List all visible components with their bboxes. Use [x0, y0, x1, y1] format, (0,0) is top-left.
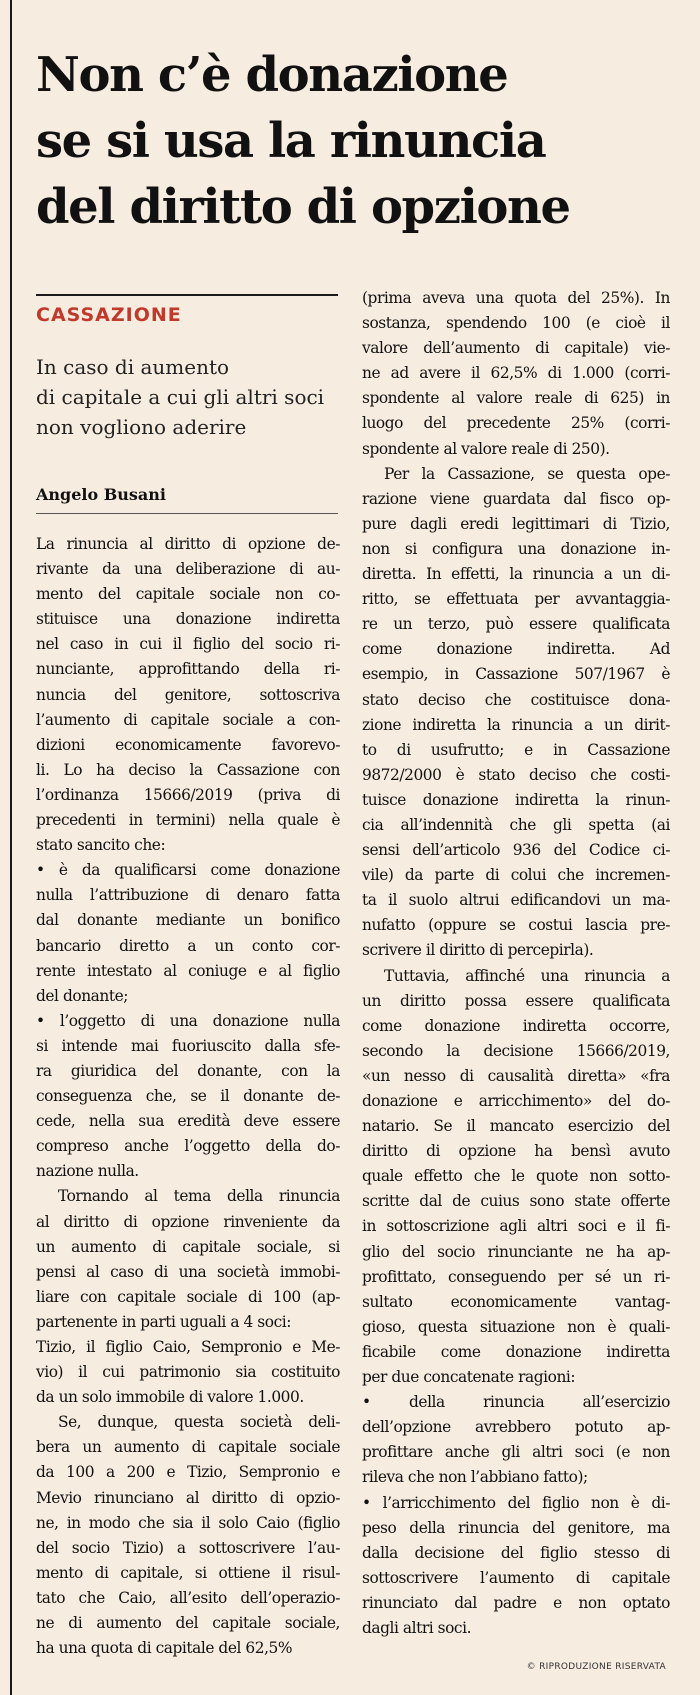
text-line: in sottoscrizione agli altri soci e il fi- — [362, 1217, 670, 1236]
right-text-column — [362, 286, 670, 1641]
text-line: peso della rinuncia del genitore, ma — [362, 1518, 670, 1537]
text-line: ritto, se effettuata per avvantaggia- — [362, 590, 670, 609]
text-line: come donazione indiretta occorre, — [362, 1016, 670, 1035]
byline-divider — [36, 513, 338, 514]
text-line: Tuttavia, affinché una rinuncia a — [384, 966, 670, 985]
text-line: dizioni economicamente favorevo- — [36, 735, 340, 754]
text-line: sostanza, spendendo 100 (e cioè il — [362, 314, 670, 333]
left-text-column — [36, 532, 340, 1661]
text-line: razione viene guardata dal fisco op- — [362, 489, 670, 508]
text-line: dalla decisione del figlio stesso di — [362, 1543, 670, 1562]
text-line: secondo la decisione 15666/2019, — [362, 1041, 670, 1060]
text-line: stituisce una donazione indiretta — [36, 610, 340, 629]
headline-line: se si usa la rinuncia — [36, 113, 546, 169]
text-line: bancario diretto a un conto cor- — [36, 936, 340, 955]
text-line: diritto di opzione ha bensì avuto — [362, 1142, 670, 1161]
text-line: al diritto di opzione rinveniente da — [36, 1212, 340, 1231]
text-line: nel caso in cui il figlio del socio ri- — [36, 635, 340, 654]
text-line: ficabile come donazione indiretta — [362, 1342, 670, 1361]
text-line: nazione nulla. — [36, 1162, 139, 1181]
text-line: diretta. In effetti, la rinuncia a un di- — [362, 565, 670, 584]
text-line: da un solo immobile di valore 1.000. — [36, 1388, 304, 1407]
text-line: tato che Caio, all’esito dell’operazio- — [36, 1588, 340, 1607]
text-line: sultato economicamente vantag- — [362, 1292, 670, 1311]
text-line: conseguenza che, se il donante de- — [36, 1087, 340, 1106]
text-line: profittare anche gli altri soci (e non — [362, 1443, 670, 1462]
text-line: rinunciato dal padre e non optato — [362, 1593, 670, 1612]
text-line: rente intestato al coniuge e al figlio — [36, 961, 340, 980]
text-line: quale effetto che le quote non sotto- — [362, 1167, 670, 1186]
text-line: natario. Se il mancato esercizio del — [362, 1117, 670, 1136]
text-line: un diritto possa essere qualificata — [362, 991, 670, 1010]
text-line: compreso anche l’oggetto della do- — [36, 1137, 340, 1156]
text-line: vile) da parte di colui che incremen- — [362, 866, 670, 885]
text-line: nufatto (oppure se costui lascia pre- — [362, 916, 670, 935]
headline — [36, 42, 686, 240]
deck-line: In caso di aumento — [36, 355, 230, 379]
text-line: to di usufrutto; e in Cassazione — [362, 740, 670, 759]
text-line: dell’opzione avrebbero potuto ap- — [362, 1418, 670, 1437]
copyright-notice: © RIPRODUZIONE RISERVATA — [526, 1662, 666, 1672]
text-line: tuisce donazione indiretta la rinun- — [362, 790, 670, 809]
text-line: profittato, conseguendo per sé un ri- — [362, 1267, 670, 1286]
deck-line: non vogliono aderire — [36, 415, 247, 439]
text-line: scritte dal de cuius sono state offerte — [362, 1192, 670, 1211]
text-line: • l’oggetto di una donazione nulla — [36, 1011, 340, 1030]
text-line: luogo del precedente 25% (corri- — [362, 414, 670, 433]
text-line: dagli altri soci. — [362, 1618, 472, 1637]
text-line: pure dagli eredi legittimari di Tizio, — [362, 514, 670, 533]
text-line: rivante da una deliberazione di au- — [36, 560, 340, 579]
text-line: vio) il cui patrimonio sia costituito — [36, 1363, 340, 1382]
text-line: Per la Cassazione, se questa ope- — [384, 464, 670, 483]
text-line: stato sancito che: — [36, 836, 166, 855]
text-line: mento di capitale, si ottiene il risul- — [36, 1563, 340, 1582]
deck-line: di capitale a cui gli altri soci — [36, 385, 325, 409]
text-line: bera un aumento di capitale sociale — [36, 1438, 340, 1457]
text-line: gioso, questa situazione non è quali- — [362, 1317, 670, 1336]
byline: Angelo Busani — [36, 485, 166, 504]
text-line: re un terzo, può essere qualificata — [362, 615, 670, 634]
text-line: spondente al valore reale di 250). — [362, 439, 610, 458]
text-line: • della rinuncia all’esercizio — [362, 1393, 670, 1412]
text-line: • è da qualificarsi come donazione — [36, 861, 340, 880]
text-line: mento del capitale sociale non co- — [36, 585, 340, 604]
text-line: (prima aveva una quota del 25%). In — [362, 289, 670, 307]
headline-line: Non c’è donazione — [36, 47, 508, 103]
text-line: l’aumento di capitale sociale a con- — [36, 710, 340, 729]
left-margin-rule — [10, 0, 12, 1695]
text-line: li. Lo ha deciso la Cassazione con — [36, 760, 340, 779]
text-line: spondente al valore reale di 625) in — [362, 389, 670, 408]
text-line: sottoscrivere l’aumento di capitale — [362, 1568, 670, 1587]
text-line: 9872/2000 è stato deciso che costi- — [362, 765, 670, 784]
text-line: del socio Tizio) a sottoscrivere l’au- — [36, 1538, 340, 1557]
text-line: si intende mai fuoriuscito dalla sfe- — [36, 1036, 340, 1055]
text-line: Tornando al tema della rinuncia — [58, 1187, 340, 1206]
text-line: rileva che non l’abbiano fatto); — [362, 1468, 588, 1487]
text-line: cede, nella sua eredità deve essere — [36, 1112, 340, 1131]
text-line: ne, in modo che sia il solo Caio (figlio — [36, 1513, 340, 1532]
text-line: scrivere il diritto di percepirla). — [362, 941, 594, 960]
text-line: Tizio, il figlio Caio, Sempronio e Me- — [36, 1338, 340, 1356]
text-line: glio del socio rinunciante ne ha ap- — [362, 1242, 670, 1261]
article-deck — [36, 352, 346, 442]
text-line: nuncia del genitore, sottoscriva — [36, 685, 340, 704]
text-line: precedenti in termini) nella quale è — [36, 811, 340, 830]
text-line: Se, dunque, questa società deli- — [58, 1413, 340, 1432]
text-line: da 100 a 200 e Tizio, Sempronio e — [36, 1463, 340, 1482]
text-line: nulla l’attribuzione di denaro fatta — [36, 886, 340, 905]
text-line: La rinuncia al diritto di opzione de- — [36, 535, 340, 553]
text-line: per due concatenate ragioni: — [362, 1368, 576, 1387]
text-line: ta il suolo altrui edificandovi un ma- — [362, 891, 670, 910]
text-line: ha una quota di capitale del 62,5% — [36, 1639, 293, 1658]
text-line: del donante; — [36, 986, 128, 1005]
text-line: ne ad avere il 62,5% di 1.000 (corri- — [362, 364, 670, 383]
kicker-divider — [36, 294, 338, 296]
text-line: stato deciso che costituisce dona- — [362, 690, 670, 709]
text-line: ne di aumento del capitale sociale, — [36, 1614, 340, 1633]
text-line: dal donante mediante un bonifico — [36, 911, 340, 930]
text-line: «un nesso di causalità diretta» «fra — [362, 1066, 670, 1085]
text-line: nunciante, approfittando della ri- — [36, 660, 340, 679]
text-line: • l’arricchimento del figlio non è di- — [362, 1493, 670, 1512]
text-line: come donazione indiretta. Ad — [362, 640, 670, 659]
headline-line: del diritto di opzione — [36, 179, 570, 235]
text-line: valore dell’aumento di capitale) vie- — [362, 339, 670, 358]
text-line: donazione e arricchimento» del do- — [362, 1092, 670, 1110]
text-line: pensi al caso di una società immobi- — [36, 1262, 340, 1281]
text-line: un aumento di capitale sociale, si — [36, 1237, 340, 1256]
text-line: partenente in parti uguali a 4 soci: — [36, 1312, 291, 1331]
text-line: sensi dell’articolo 936 del Codice ci- — [362, 841, 670, 860]
text-line: liare con capitale sociale di 100 (ap- — [36, 1287, 340, 1306]
text-line: ra giuridica del donante, con la — [36, 1061, 340, 1080]
text-line: esempio, in Cassazione 507/1967 è — [362, 665, 670, 684]
text-line: cia all’indennità che gli spetta (ai — [362, 815, 670, 834]
text-line: zione indiretta la rinuncia a un dirit- — [362, 715, 670, 734]
text-line: Mevio rinunciano al diritto di opzio- — [36, 1488, 340, 1507]
text-line: l’ordinanza 15666/2019 (priva di — [36, 785, 340, 804]
text-line: non si configura una donazione in- — [362, 539, 670, 558]
section-kicker: CASSAZIONE — [36, 304, 182, 326]
